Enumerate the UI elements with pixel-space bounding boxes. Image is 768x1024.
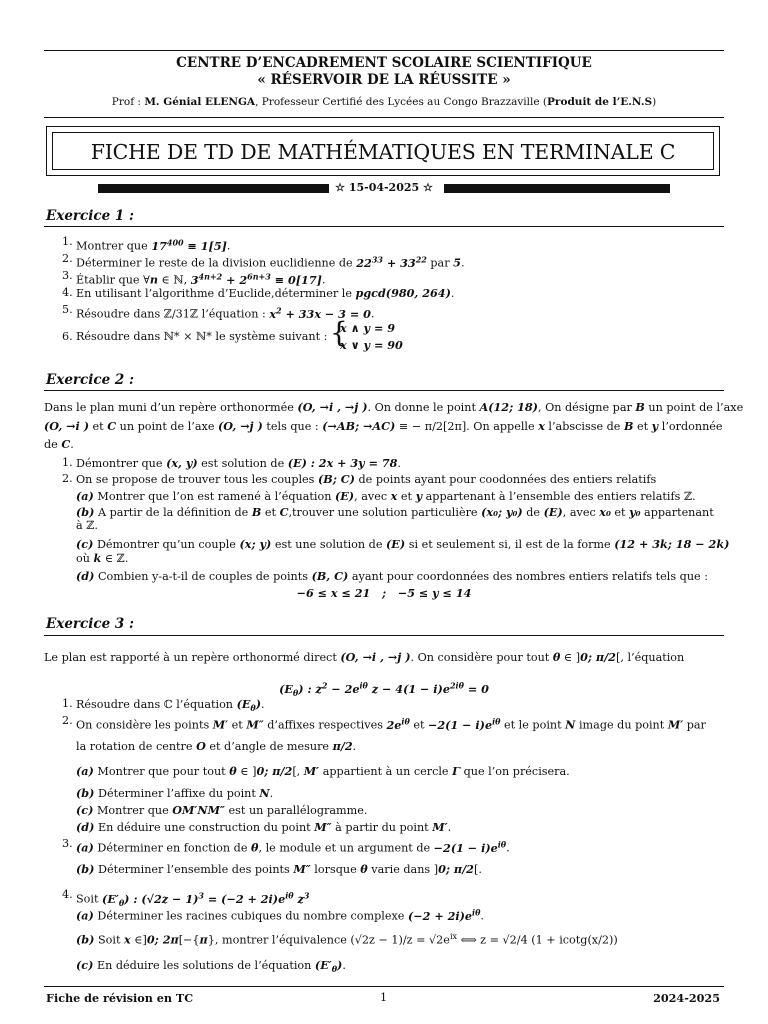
ex1-item-text: Résoudre dans ℕ* × ℕ* le système suivant : — [76, 330, 328, 343]
ex2-item-number: 1. — [62, 456, 73, 469]
ex2-item-text: On se propose de trouver tous les couples (B; C) de points ayant pour coodonnées des entiers relatifs — [76, 472, 657, 486]
ex1-item-number: 4. — [62, 286, 73, 299]
school-motto: « RÉSERVOIR DE LA RÉUSSITE » — [257, 72, 511, 88]
ex1-item-text: Déterminer le reste de la division euclidienne de $22^{33} + 33^{22}$ par 5. — [76, 254, 465, 270]
ex2-subitem: où k ∈ ℤ. — [76, 551, 129, 565]
teacher-school: Produit de l’E.N.S — [547, 96, 653, 108]
ex2-inequality: −6 ≤ x ≤ 21 ; −5 ≤ y ≤ 14 — [296, 586, 472, 600]
worksheet-date — [44, 181, 724, 195]
teacher-name: M. Génial ELENGA — [144, 96, 256, 108]
ex1-item-number: 1. — [62, 235, 73, 248]
ex2-item-text: Démontrer que (x, y) est solution de (E) : 2x + 3y = 78. — [76, 456, 401, 470]
ex3-line: (d) En déduire une construction du point M″ à partir du point M′. — [76, 820, 452, 834]
header-rule — [44, 117, 724, 118]
ex3-line: Résoudre dans ℂ l’équation $(E_\theta)$. — [76, 697, 265, 714]
footer-right: 2024-2025 — [653, 991, 720, 1005]
ex2-intro-line: de C. — [44, 437, 74, 451]
exercise-3-title: Exercice 3 : — [46, 616, 134, 632]
ex3-line: la rotation de centre O et d’angle de mesure π/2. — [76, 739, 357, 753]
ex2-intro-line: Dans le plan muni d’un repère orthonormée (O, →i , →j ). On donne le point A(12; 18), On désigne par B un point de l’axe — [44, 400, 744, 414]
ex1-item-text: En utilisant l’algorithme d’Euclide,déterminer le pgcd(980, 264). — [76, 286, 455, 300]
ex3-line: (a) Déterminer en fonction de θ, le module et un argument de $-2(1 - i)e^{i\theta}$. — [76, 839, 510, 855]
ex3-line: (a) Montrer que pour tout θ ∈ ]0; π/2[, M′ appartient à un cercle Γ que l’on précisera. — [76, 764, 570, 778]
school-name: CENTRE D’ENCADREMENT SCOLAIRE SCIENTIFIQUE — [176, 55, 592, 71]
ex2-subitem: (a) Montrer que l’on est ramené à l’équation (E), avec x et y appartenant à l’ensemble des entiers relatifs ℤ. — [76, 489, 696, 503]
page-number: 1 — [380, 991, 388, 1004]
date-text: ☆ 15-04-2025 ☆ — [329, 181, 439, 194]
ex1-item-number: 3. — [62, 269, 73, 282]
title-box — [46, 126, 720, 176]
system-eq-2: x ∨ y = 90 — [340, 338, 403, 352]
ex2-item-number: 2. — [62, 472, 73, 485]
worksheet-title: FICHE DE TD DE MATHÉMATIQUES EN TERMINALE C — [90, 140, 676, 164]
ex1-item-number: 5. — [62, 303, 73, 316]
ex1-item-text: Montrer que $17^{400} \equiv 1[5]$. — [76, 237, 231, 253]
ex2-subitem: à ℤ. — [76, 519, 98, 532]
ex3-line: (a) Déterminer les racines cubiques du nombre complexe $(-2 + 2i)e^{i\theta}$. — [76, 907, 484, 923]
exercise-1-rule — [44, 226, 724, 227]
ex2-subitem: (c) Démontrer qu’un couple (x; y) est une solution de (E) si et seulement si, il est de la forme (12 + 3k; 18 − 2k) — [76, 537, 730, 551]
ex3-line: (c) En déduire les solutions de l’équation $(E'_\theta)$. — [76, 958, 346, 975]
document-page — [44, 0, 744, 1024]
ex3-intro: Le plan est rapporté à un repère orthonormé direct (O, →i , →j ). On considère pour tout θ ∈ ]0; π/2[, l’équation — [44, 650, 685, 664]
teacher-line — [44, 96, 724, 108]
ex3-item-number: 4. — [62, 888, 73, 901]
ex1-item-text: Établir que ∀n ∈ ℕ, $3^{4n+2} + 2^{6n+3} \equiv 0[17]$. — [76, 271, 326, 287]
ex3-line: (b) Soit x ∈]0; 2π[−{π}, montrer l’équivalence $(√2z - 1)/z = √2e^{ix}$ ⟺ z = √2/4 (1 + icotg(x/2)) — [76, 932, 618, 947]
ex3-item-number: 1. — [62, 697, 73, 710]
top-rule — [44, 50, 724, 51]
ex2-intro-line: (O, →i ) et C un point de l’axe (O, →j ) tels que : (→AB; →AC) ≡ − π/2[2π]. On appelle x l’abscisse de B et y l’ordonnée — [44, 419, 723, 433]
ex3-equation: $(E_\theta)$ : $z^2 - 2e^{i\theta}$ $z - 4(1 - i)e^{2i\theta} = 0$ — [279, 680, 489, 698]
footer-left: Fiche de révision en TC — [46, 991, 194, 1005]
exercise-3-rule — [44, 635, 724, 636]
footer-rule — [44, 986, 724, 987]
ex3-item-number: 3. — [62, 837, 73, 850]
title-box-inner — [52, 132, 714, 170]
system-brace: { — [330, 316, 348, 349]
ex1-item-text: Résoudre dans ℤ/31ℤ l’équation : $x^2 + 33x - 3 = 0$. — [76, 305, 375, 321]
ex3-line: Soit $(E'_\theta)$ : $(√2z - 1)^3 = (-2 + 2i)e^{i\theta}$ $z^3$ — [76, 890, 310, 908]
teacher-suffix: ) — [652, 96, 657, 108]
exercise-2-rule — [44, 390, 724, 391]
ex3-line: (c) Montrer que OM′NM″ est un parallélogramme. — [76, 803, 368, 817]
ex3-line: (b) Déterminer l’ensemble des points M″ lorsque θ varie dans ]0; π/2[. — [76, 862, 482, 876]
ex3-line: (b) Déterminer l’affixe du point N. — [76, 786, 274, 800]
teacher-role: , Professeur Certifié des Lycées au Congo Brazzaville ( — [255, 96, 548, 108]
exercise-2-title: Exercice 2 : — [46, 372, 134, 388]
system-eq-1: x ∧ y = 9 — [340, 321, 395, 335]
date-band — [44, 181, 724, 194]
ex1-item-number: 2. — [62, 252, 73, 265]
ex2-subitem: (b) A partir de la définition de B et C,trouver une solution particulière (x₀; y₀) de (E), avec x₀ et y₀ appartenant — [76, 505, 714, 519]
ex1-item-number: 6. — [62, 330, 73, 343]
school-header — [44, 55, 724, 89]
ex3-item-number: 2. — [62, 714, 73, 727]
exercise-1-title: Exercice 1 : — [46, 208, 134, 224]
ex2-subitem: (d) Combien y-a-t-il de couples de points (B, C) ayant pour coordonnées des nombres entiers relatifs tels que : — [76, 569, 708, 583]
teacher-prefix: Prof : — [111, 96, 145, 108]
ex3-line: On considère les points M′ et M″ d’affixes respectives $2e^{i\theta}$ et $-2(1 - i)e^{i\theta}$ et le point N image du point M′ par — [76, 716, 706, 732]
